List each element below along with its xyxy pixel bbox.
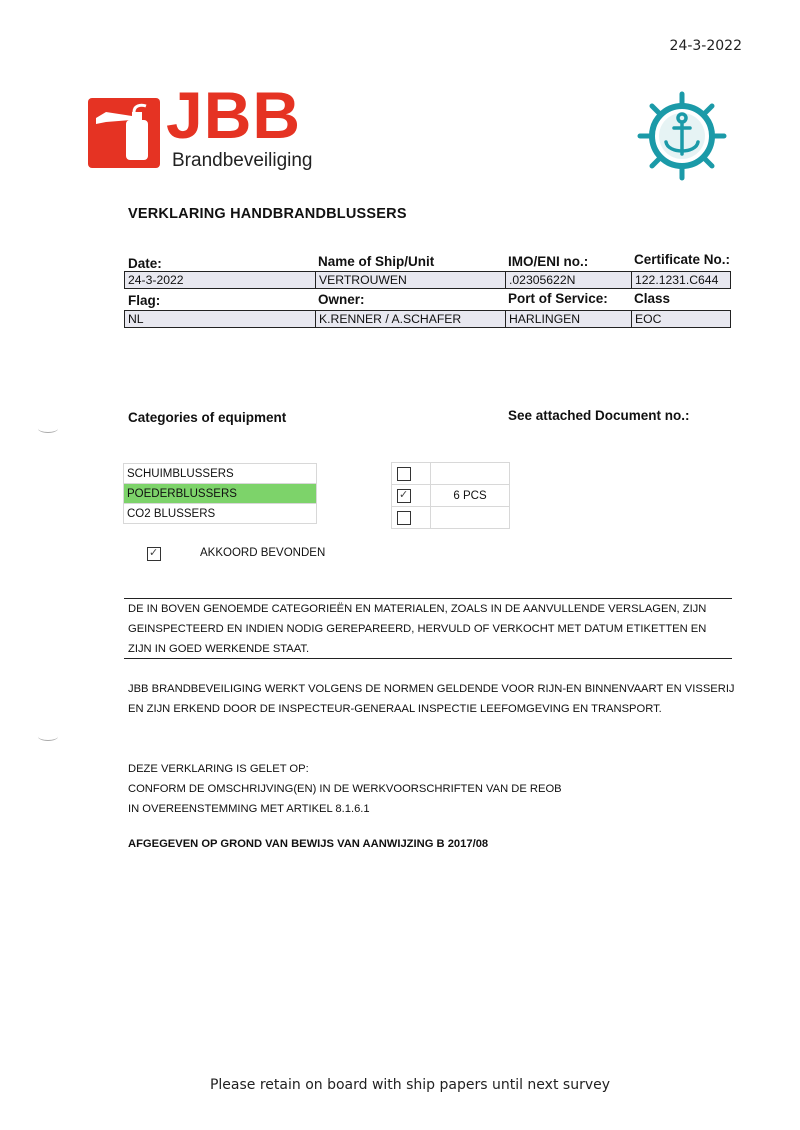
header-date: Date: <box>128 256 162 271</box>
value-flag: NL <box>128 312 144 326</box>
value-certificate: 122.1231.C644 <box>631 272 732 288</box>
quantity-cell <box>431 463 510 485</box>
checkbox-co2-blussers[interactable] <box>397 511 411 525</box>
akkoord-label: AKKOORD BEVONDEN <box>200 547 326 559</box>
value-date: 24-3-2022 <box>128 273 184 287</box>
header-ship-name: Name of Ship/Unit <box>318 254 435 269</box>
logo-subtitle: Brandbeveiliging <box>172 150 313 171</box>
header-class: Class <box>634 291 671 306</box>
ship-wheel-anchor-icon <box>636 90 728 182</box>
header-certificate: Certificate No.: <box>634 252 731 267</box>
norms-line: EN ZIJN ERKEND DOOR DE INSPECTEUR-GENERAAL INSPECTIE LEEFOMGEVING EN TRANSPORT. <box>128 703 662 715</box>
statement-line: DE IN BOVEN GENOEMDE CATEGORIEËN EN MATERIALEN, ZOALS IN DE AANVULLENDE VERSLAGEN, ZIJN <box>128 603 707 615</box>
quantity-cell: 6 PCS <box>431 485 510 507</box>
info-values-row-1 <box>124 271 731 289</box>
attached-document-label: See attached Document no.: <box>508 408 690 423</box>
binder-hole-mark <box>38 732 58 741</box>
basis-line: DEZE VERKLARING IS GELET OP: <box>128 763 309 775</box>
check-row <box>392 463 510 485</box>
akkoord-checkbox-wrap <box>147 545 161 563</box>
statement-paragraph <box>128 599 706 659</box>
norms-paragraph <box>128 679 735 719</box>
equipment-table <box>123 463 317 524</box>
footer-note: Please retain on board with ship papers until next survey <box>209 1077 611 1093</box>
checkbox-poederblussers[interactable] <box>397 489 411 503</box>
equipment-row <box>124 484 317 504</box>
binder-hole-mark <box>38 424 58 433</box>
info-values-row-2 <box>124 310 731 328</box>
equipment-name-highlighted: POEDERBLUSSERS <box>124 484 317 504</box>
header-owner: Owner: <box>318 292 365 307</box>
fire-extinguisher-icon <box>88 98 160 168</box>
company-logo <box>88 78 318 176</box>
quantity-cell <box>431 507 510 529</box>
document-title: VERKLARING HANDBRANDBLUSSERS <box>128 206 407 222</box>
value-imo: .02305622N <box>505 272 631 288</box>
basis-line: CONFORM DE OMSCHRIJVING(EN) IN DE WERKVOORSCHRIFTEN VAN DE REOB <box>128 783 562 795</box>
akkoord-checkbox[interactable] <box>147 547 161 561</box>
statement-line: ZIJN IN GOED WERKENDE STAAT. <box>128 643 310 655</box>
check-row <box>392 507 510 529</box>
equipment-row <box>124 464 317 484</box>
equipment-name: CO2 BLUSSERS <box>124 504 317 524</box>
value-port: HARLINGEN <box>505 311 631 327</box>
print-date: 24-3-2022 <box>669 38 742 54</box>
divider-bottom <box>124 658 732 659</box>
check-row <box>392 485 510 507</box>
norms-line: JBB BRANDBEVEILIGING WERKT VOLGENS DE NORMEN GELDENDE VOOR RIJN-EN BINNENVAART EN VISSERIJ <box>128 683 735 695</box>
checkbox-schuimblussers[interactable] <box>397 467 411 481</box>
header-imo: IMO/ENI no.: <box>508 254 589 269</box>
statement-line: GEINSPECTEERD EN INDIEN NODIG GEREPAREERD, HERVULD OF VERKOCHT MET DATUM ETIKETTEN EN <box>128 623 707 635</box>
basis-paragraph <box>128 759 562 819</box>
categories-label: Categories of equipment <box>128 410 287 425</box>
value-ship-name: VERTROUWEN <box>315 272 505 288</box>
value-class: EOC <box>631 311 732 327</box>
basis-line: IN OVEREENSTEMMING MET ARTIKEL 8.1.6.1 <box>128 803 370 815</box>
equipment-row <box>124 504 317 524</box>
equipment-check-table <box>391 462 510 529</box>
logo-wordmark: JBB <box>166 78 302 152</box>
value-owner: K.RENNER / A.SCHAFER <box>315 311 505 327</box>
header-flag: Flag: <box>128 293 161 308</box>
header-port: Port of Service: <box>508 291 608 306</box>
equipment-name: SCHUIMBLUSSERS <box>124 464 317 484</box>
authority-statement: AFGEGEVEN OP GROND VAN BEWIJS VAN AANWIJZING B 2017/08 <box>128 838 489 850</box>
